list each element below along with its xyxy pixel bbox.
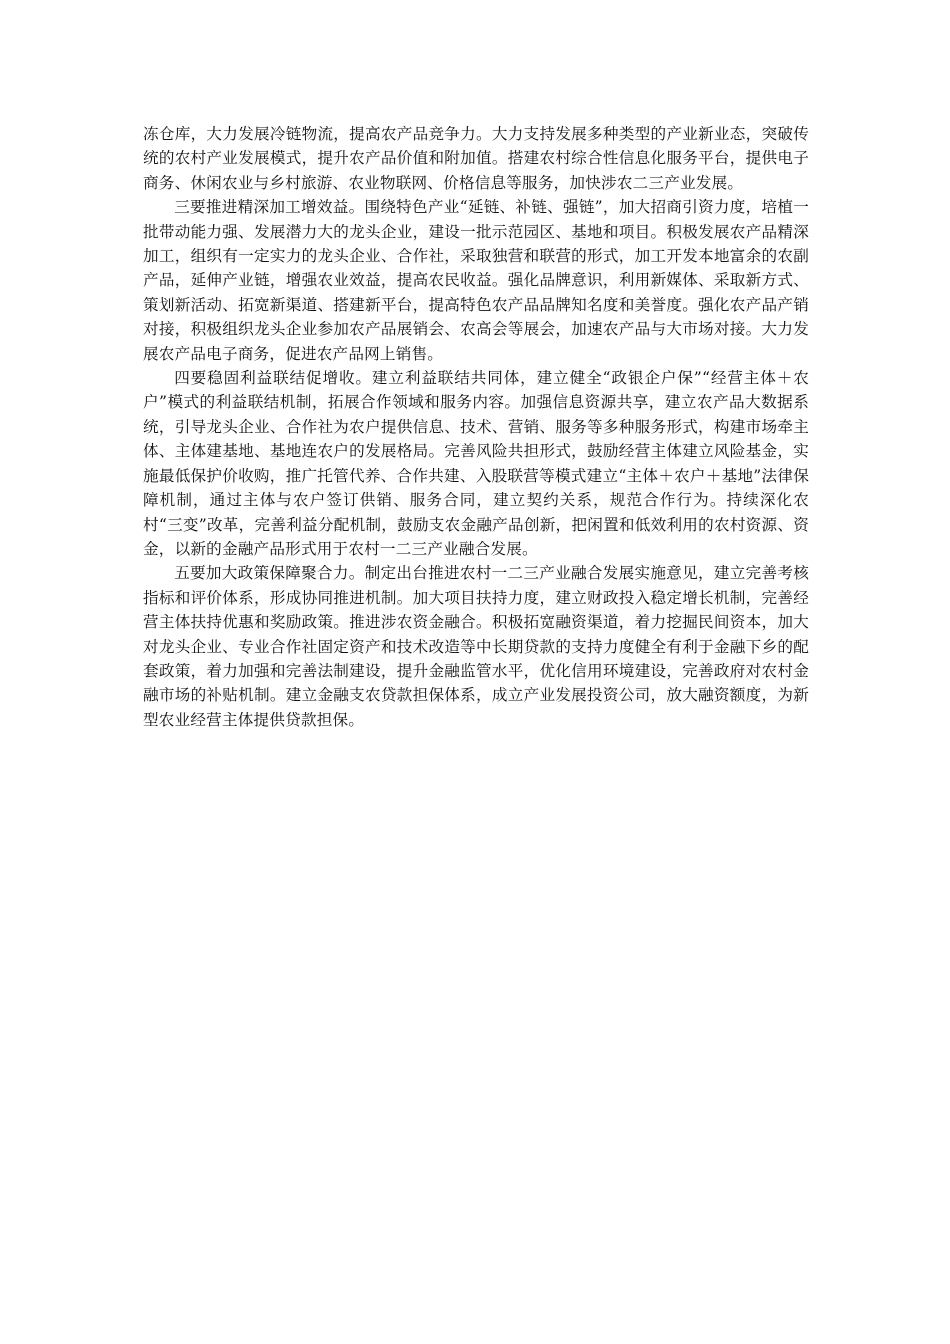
document-body [143, 122, 809, 732]
paragraph-policy-support: 五要加大政策保障聚合力。制定出台推进农村一二三产业融合发展实施意见，建立完善考核指标和评价体系，形成协同推进机制。加大项目扶持力度，建立财政投入稳定增长机制，完善经营主体扶持优惠和奖励政策。推进涉农资金融合。积极拓宽融资渠道，着力挖掘民间资本，加大对龙头企业、专业合作社固定资产和技术改造等中长期贷款的支持力度健全有利于金融下乡的配套政策，着力加强和完善法制建设，提升金融监管水平，优化信用环境建设，完善政府对农村金融市场的补贴机制。建立金融支农贷款担保体系，成立产业发展投资公司，放大融资额度，为新型农业经营主体提供贷款担保。 [143, 564, 809, 729]
paragraph-interest-linkage: 四要稳固利益联结促增收。建立利益联结共同体，建立健全“政银企户保”“经营主体＋农户”模式的利益联结机制，拓展合作领域和服务内容。加强信息资源共享，建立农产品大数据系统，引导龙头企业、合作社为农户提供信息、技术、营销、服务等多种服务形式，构建市场牵主体、主体建基地、基地连农户的发展格局。完善风险共担形式，鼓励经营主体建立风险基金，实施最低保护价收购，推广托管代养、合作共建、入股联营等模式建立“主体＋农户＋基地”法律保障机制，通过主体与农户签订供销、服务合同，建立契约关系，规范合作行为。持续深化农村“三变”改革，完善利益分配机制，鼓励支农金融产品创新，把闲置和低效利用的农村资源、资金，以新的金融产品形式用于农村一二三产业融合发展。 [143, 369, 809, 558]
paragraph-deep-processing: 三要推进精深加工增效益。围绕特色产业“延链、补链、强链”，加大招商引资力度，培植一批带动能力强、发展潜力大的龙头企业，建设一批示范园区、基地和项目。积极发展农产品精深加工，组织有一定实力的龙头企业、合作社，采取独营和联营的形式，加工开发本地富余的农副产品，延伸产业链，增强农业效益，提高农民收益。强化品牌意识，利用新媒体、采取新方式、策划新活动、拓宽新渠道、搭建新平台，提高特色农产品品牌知名度和美誉度。强化农产品产销对接，积极组织龙头企业参加农产品展销会、农高会等展会，加速农产品与大市场对接。大力发展农产品电子商务，促进农产品网上销售。 [143, 198, 809, 363]
paragraph-cold-chain-continuation: 冻仓库，大力发展冷链物流，提高农产品竞争力。大力支持发展多种类型的产业新业态，突破传统的农村产业发展模式，提升农产品价值和附加值。搭建农村综合性信息化服务平台，提供电子商务、休闲农业与乡村旅游、农业物联网、价格信息等服务，加快涉农二三产业发展。 [143, 125, 809, 192]
